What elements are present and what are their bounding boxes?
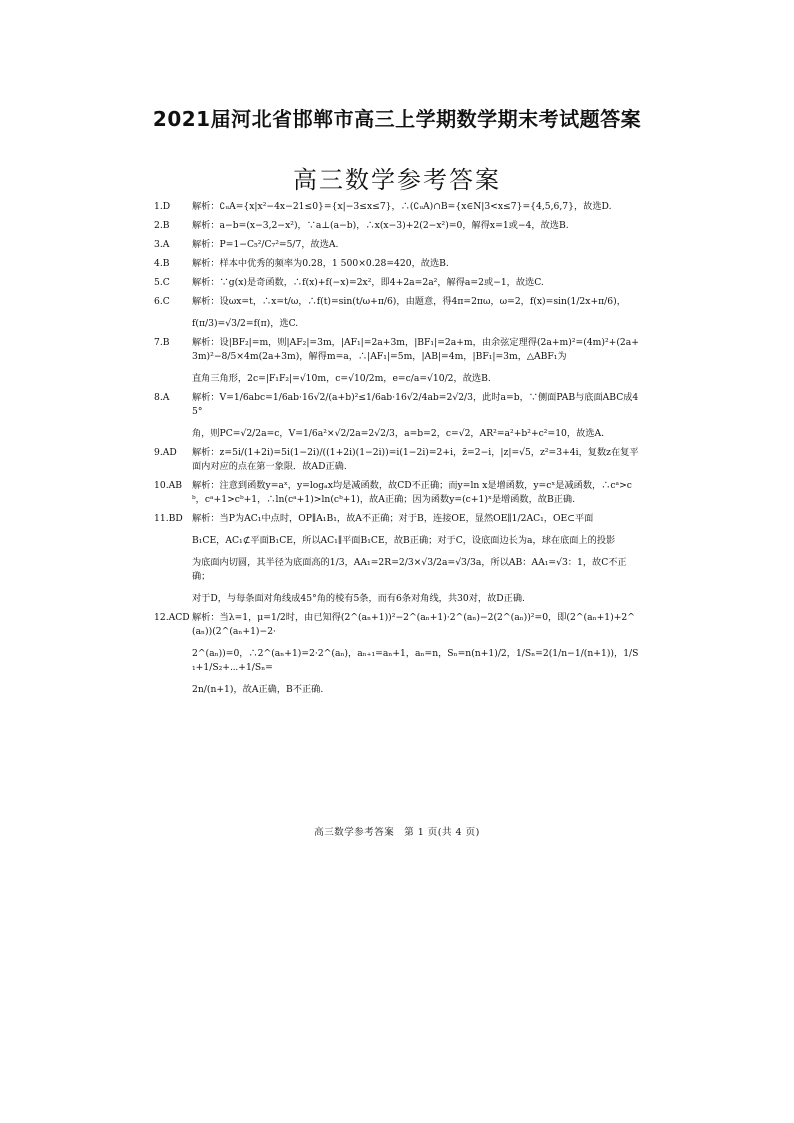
explanation-line: 解析：设|BF₂|=m，则|AF₂|=3m，|AF₁|=2a+3m，|BF₁|=2a+m，由余弦定理得(2a+m)²=(4m)²+(2a+3m)²−8/5×4m(2a+3m)，解得m=a，∴|AF₁|=5m，|AB|=4m，|BF₁|=3m，△ABF₁为 — [192, 337, 639, 362]
explanation-line: 解析：∵g(x)是奇函数，∴f(x)+f(−x)=2x²，即4+2a=2a²，解得a=2或−1，故选C. — [192, 277, 544, 288]
answer-number: 10.AB — [154, 480, 182, 491]
answer-number: 4.B — [154, 258, 170, 269]
answer-item — [154, 200, 640, 214]
answer-item — [154, 219, 640, 233]
explanation-line: 解析：当λ=1，μ=1/2时，由已知得(2^(aₙ+1))²−2^(aₙ+1)·2^(aₙ)−2(2^(aₙ))²=0，即(2^(aₙ+1)+2^(aₙ))(2^(aₙ+1)−2· — [192, 612, 635, 637]
answer-number: 2.B — [154, 220, 170, 231]
answer-item — [154, 611, 640, 697]
answer-explanation — [192, 611, 640, 697]
explanation-line: B₁CE，AC₁⊄平面B₁CE，所以AC₁∥平面B₁CE，故B正确；对于C，设底面边长为a，球在底面上的投影 — [192, 535, 616, 546]
explanation-line: 解析：∁ᵤA={x|x²−4x−21≤0}={x|−3≤x≤7}，∴(∁ᵤA)∩B={x∈N|3<x≤7}={4,5,6,7}，故选D. — [192, 201, 612, 212]
explanation-line: 对于D，与每条面对角线成45°角的棱有5条，而有6条对角线，共30对，故D正确. — [192, 593, 525, 604]
answer-item — [154, 446, 640, 474]
answer-key-title: 高三数学参考答案 — [293, 166, 501, 194]
answer-list — [154, 200, 640, 702]
explanation-line: 2^(aₙ))=0，∴2^(aₙ+1)=2·2^(aₙ)，aₙ₊₁=aₙ+1，aₙ=n，Sₙ=n(n+1)/2，1/Sₙ=2(1/n−1/(n+1))，1/S₁+1/S₂+⋯+1/Sₙ= — [192, 648, 639, 673]
answer-item — [154, 336, 640, 386]
answer-number: 1.D — [154, 201, 171, 212]
answer-explanation — [192, 219, 640, 233]
answer-explanation — [192, 479, 640, 507]
explanation-line: 解析：P=1−C₅²/C₇²=5/7，故选A. — [192, 239, 339, 250]
explanation-line: 解析：设ωx=t，∴x=t/ω，∴f(t)=sin(t/ω+π/6)，由题意，得4π=2πω，ω=2，f(x)=sin(1/2x+π/6)， — [192, 296, 626, 307]
answer-number: 5.C — [154, 277, 170, 288]
answer-item — [154, 257, 640, 271]
answer-number: 3.A — [154, 239, 170, 250]
answer-item — [154, 479, 640, 507]
answer-number: 11.BD — [154, 513, 183, 524]
answer-item — [154, 512, 640, 606]
answer-explanation — [192, 200, 640, 214]
explanation-line: 解析：当P为AC₁中点时，OP∥A₁B₁，故A不正确；对于B，连接OE，显然OE∥1/2AC₁，OE⊂平面 — [192, 513, 594, 524]
answer-explanation — [192, 276, 640, 290]
answer-number: 8.A — [154, 392, 170, 403]
explanation-line: 为底面内切圆，其半径为底面高的1/3，AA₁=2R=2/3×√3/2a=√3/3a，所以AB：AA₁=√3：1，故C不正确； — [192, 557, 627, 582]
document-title: 2021届河北省邯郸市高三上学期数学期末考试题答案 — [152, 107, 642, 131]
answer-number: 9.AD — [154, 447, 177, 458]
explanation-line: 直角三角形，2c=|F₁F₂|=√10m，c=√10/2m，e=c/a=√10/2，故选B. — [192, 373, 491, 384]
answer-explanation — [192, 336, 640, 386]
answer-item — [154, 238, 640, 252]
answer-item — [154, 295, 640, 331]
explanation-line: 解析：a−b=(x−3,2−x²)，∵a⊥(a−b)，∴x(x−3)+2(2−x²)=0，解得x=1或−4，故选B. — [192, 220, 569, 231]
explanation-line: 角，则PC=√2/2a=c，V=1/6a²×√2/2a=2√2/3，a=b=2，c=√2，AR²=a²+b²+c²=10，故选A. — [192, 428, 604, 439]
answer-item — [154, 391, 640, 441]
explanation-line: f(π/3)=√3/2=f(π)，选C. — [192, 318, 299, 329]
answer-item — [154, 276, 640, 290]
answer-explanation — [192, 391, 640, 441]
answer-explanation — [192, 446, 640, 474]
explanation-line: 解析：注意到函数y=aˣ，y=logₐx均是减函数，故CD不正确；而y=ln x是增函数，y=cˣ是减函数，∴cᵃ>cᵇ，cᵃ+1>cᵇ+1，∴ln(cᵃ+1)>ln(cᵇ+1)，故A正确；因为函数y=(c+1)ˣ是增函数，故B正确. — [192, 480, 632, 505]
answer-explanation — [192, 295, 640, 331]
explanation-line: 解析：样本中优秀的频率为0.28，1 500×0.28=420，故选B. — [192, 258, 449, 269]
answer-number: 6.C — [154, 296, 170, 307]
explanation-line: 解析：z=5i/(1+2i)=5i(1−2i)/((1+2i)(1−2i))=i(1−2i)=2+i，z̄=2−i，|z|=√5，z²=3+4i，复数z在复平面内对应的点在第一象限．故AD正确. — [192, 447, 639, 472]
answer-number: 12.ACD — [154, 612, 190, 623]
answer-number: 7.B — [154, 337, 170, 348]
page-footer: 高三数学参考答案 第 1 页(共 4 页) — [314, 827, 480, 838]
explanation-line: 2n/(n+1)，故A正确，B不正确. — [192, 684, 324, 695]
explanation-line: 解析：V=1/6abc=1/6ab·16√2/(a+b)²≤1/6ab·16√2/4ab=2√2/3，此时a=b，∵侧面PAB与底面ABC成45° — [192, 392, 639, 417]
answer-explanation — [192, 238, 640, 252]
answer-explanation — [192, 512, 640, 606]
answer-explanation — [192, 257, 640, 271]
